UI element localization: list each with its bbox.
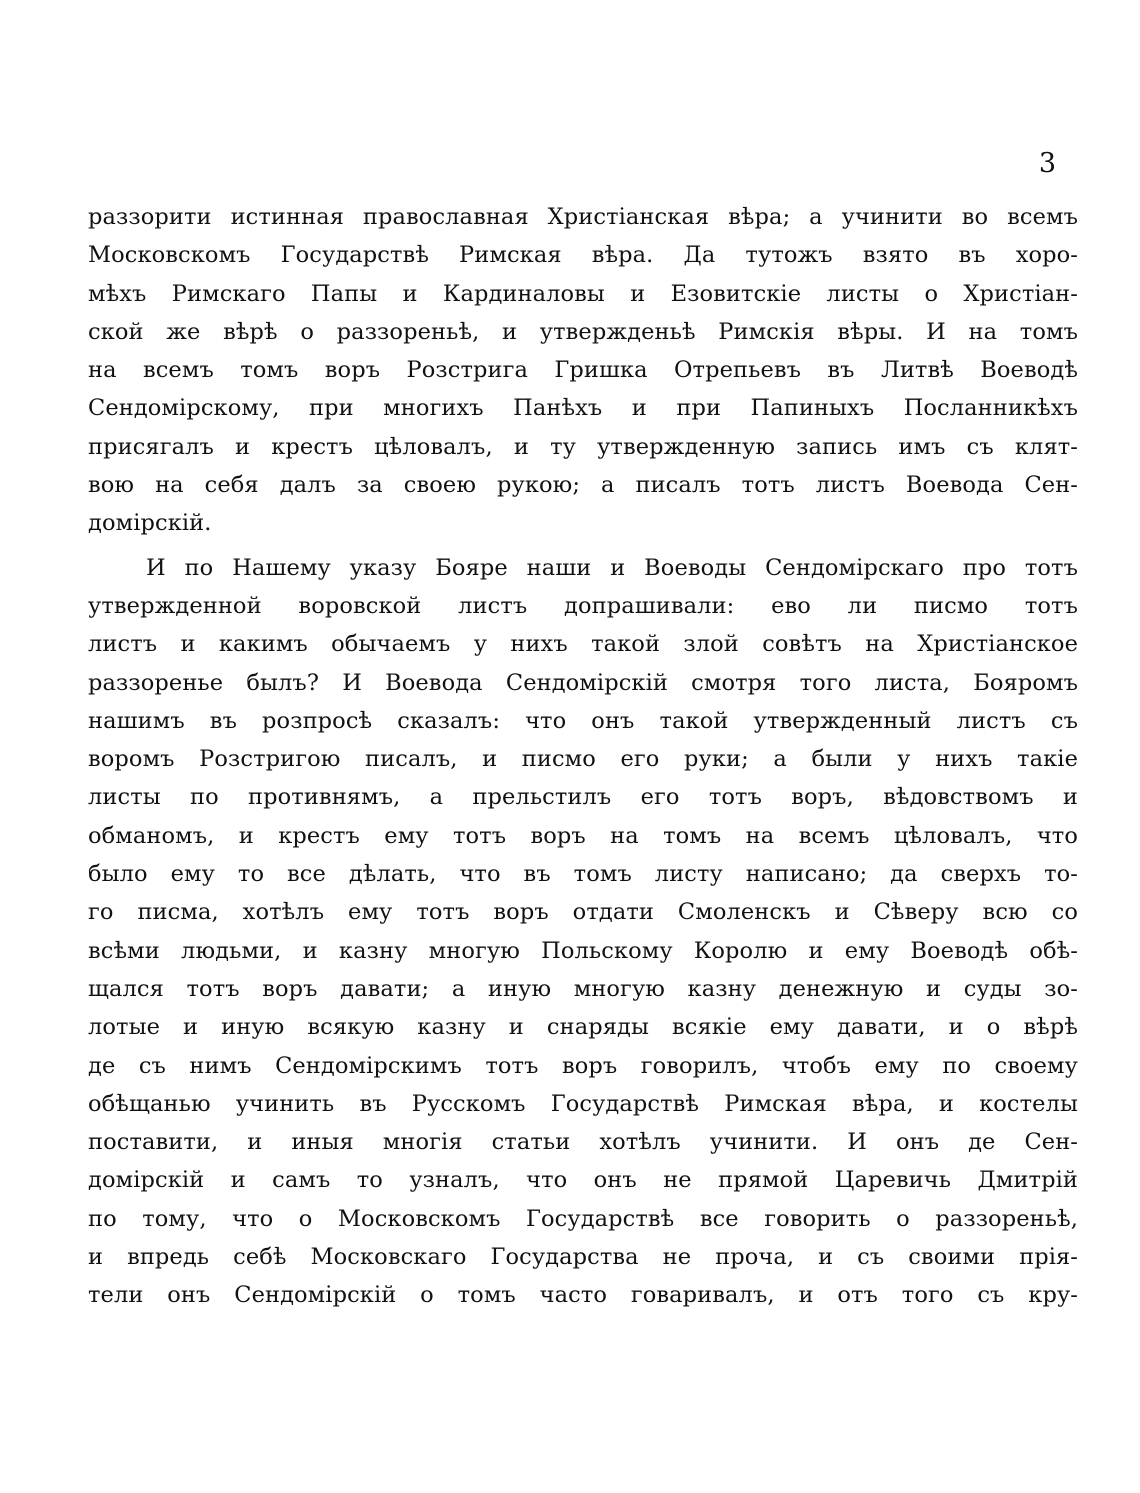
- text-line: И по Нашему указу Бояре наши и Воеводы Сендомірскаго про тотъ: [146, 554, 1078, 581]
- text-line: раззоренье былъ? И Воевода Сендомірскій смотря того листа, Бояромъ: [88, 669, 1078, 696]
- text-line: поставити, и иныя многія статьи хотѣлъ учинити. И онъ де Сен-: [88, 1129, 1078, 1156]
- body-text: [88, 198, 1078, 1315]
- text-line: ской же вѣрѣ о раззореньѣ, и утвержденьѣ Римскія вѣры. И на томъ: [88, 318, 1078, 345]
- text-line: на всемъ томъ воръ Розстрига Гришка Отрепьевъ въ Литвѣ Воеводѣ: [88, 357, 1078, 384]
- text-line: всѣми людьми, и казну многую Польскому Королю и ему Воеводѣ обѣ-: [88, 937, 1078, 964]
- text-line: раззорити истинная православная Христіанская вѣра; а учинити во всемъ: [88, 204, 1078, 230]
- text-line: по тому, что о Московскомъ Государствѣ все говорить о раззореньѣ,: [88, 1205, 1078, 1232]
- text-line: утвержденной воровской листъ допрашивали: ево ли писмо тотъ: [88, 592, 1078, 619]
- text-line: го писма, хотѣлъ ему тотъ воръ отдати Смоленскъ и Сѣверу всю со: [88, 899, 1078, 926]
- text-line: листы по противнямъ, а прельстилъ его тотъ воръ, вѣдовствомъ и: [88, 784, 1078, 811]
- text-line: тели онъ Сендомірскій о томъ часто говаривалъ, и отъ того съ кру-: [88, 1282, 1078, 1309]
- paragraph-1: [88, 198, 1078, 543]
- text-line: домірскій.: [88, 510, 212, 537]
- text-line: вою на себя далъ за своею рукою; а писалъ тотъ листъ Воевода Сен-: [88, 472, 1078, 499]
- text-line: Сендомірскому, при многихъ Панѣхъ и при Папиныхъ Посланникѣхъ: [88, 395, 1078, 422]
- text-line: и впредь себѣ Московскаго Государства не проча, и съ своими прія-: [88, 1244, 1078, 1271]
- text-line: было ему то все дѣлать, что въ томъ листу написано; да сверхъ то-: [88, 861, 1078, 888]
- text-line: лотые и иную всякую казну и снаряды всякіе ему давати, и о вѣрѣ: [88, 1014, 1078, 1041]
- text-line: присягалъ и крестъ цѣловалъ, и ту утвержденную запись имъ съ клят-: [88, 433, 1078, 460]
- text-line: обманомъ, и крестъ ему тотъ воръ на томъ на всемъ цѣловалъ, что: [88, 822, 1078, 849]
- text-line: домірскій и самъ то узналъ, что онъ не прямой Царевичь Дмитрій: [88, 1167, 1078, 1194]
- paragraph-2: [88, 549, 1078, 1315]
- text-line: Московскомъ Государствѣ Римская вѣра. Да тутожъ взято въ хоро-: [88, 242, 1078, 269]
- page-number: 3: [1038, 148, 1056, 179]
- text-line: щался тотъ воръ давати; а иную многую казну денежную и суды зо-: [88, 975, 1078, 1002]
- text-line: листъ и какимъ обычаемъ у нихъ такой злой совѣтъ на Христіанское: [88, 631, 1078, 658]
- text-line: обѣщанью учинить въ Русскомъ Государствѣ Римская вѣра, и костелы: [88, 1090, 1078, 1117]
- text-line: мѣхъ Римскаго Папы и Кардиналовы и Езовитскіе листы о Христіан-: [88, 280, 1078, 307]
- text-line: де съ нимъ Сендомірскимъ тотъ воръ говорилъ, чтобъ ему по своему: [88, 1052, 1078, 1079]
- text-line: воромъ Розстригою писалъ, и писмо его руки; а были у нихъ такіе: [88, 746, 1078, 773]
- text-line: нашимъ въ розпросѣ сказалъ: что онъ такой утвержденный листъ съ: [88, 707, 1078, 734]
